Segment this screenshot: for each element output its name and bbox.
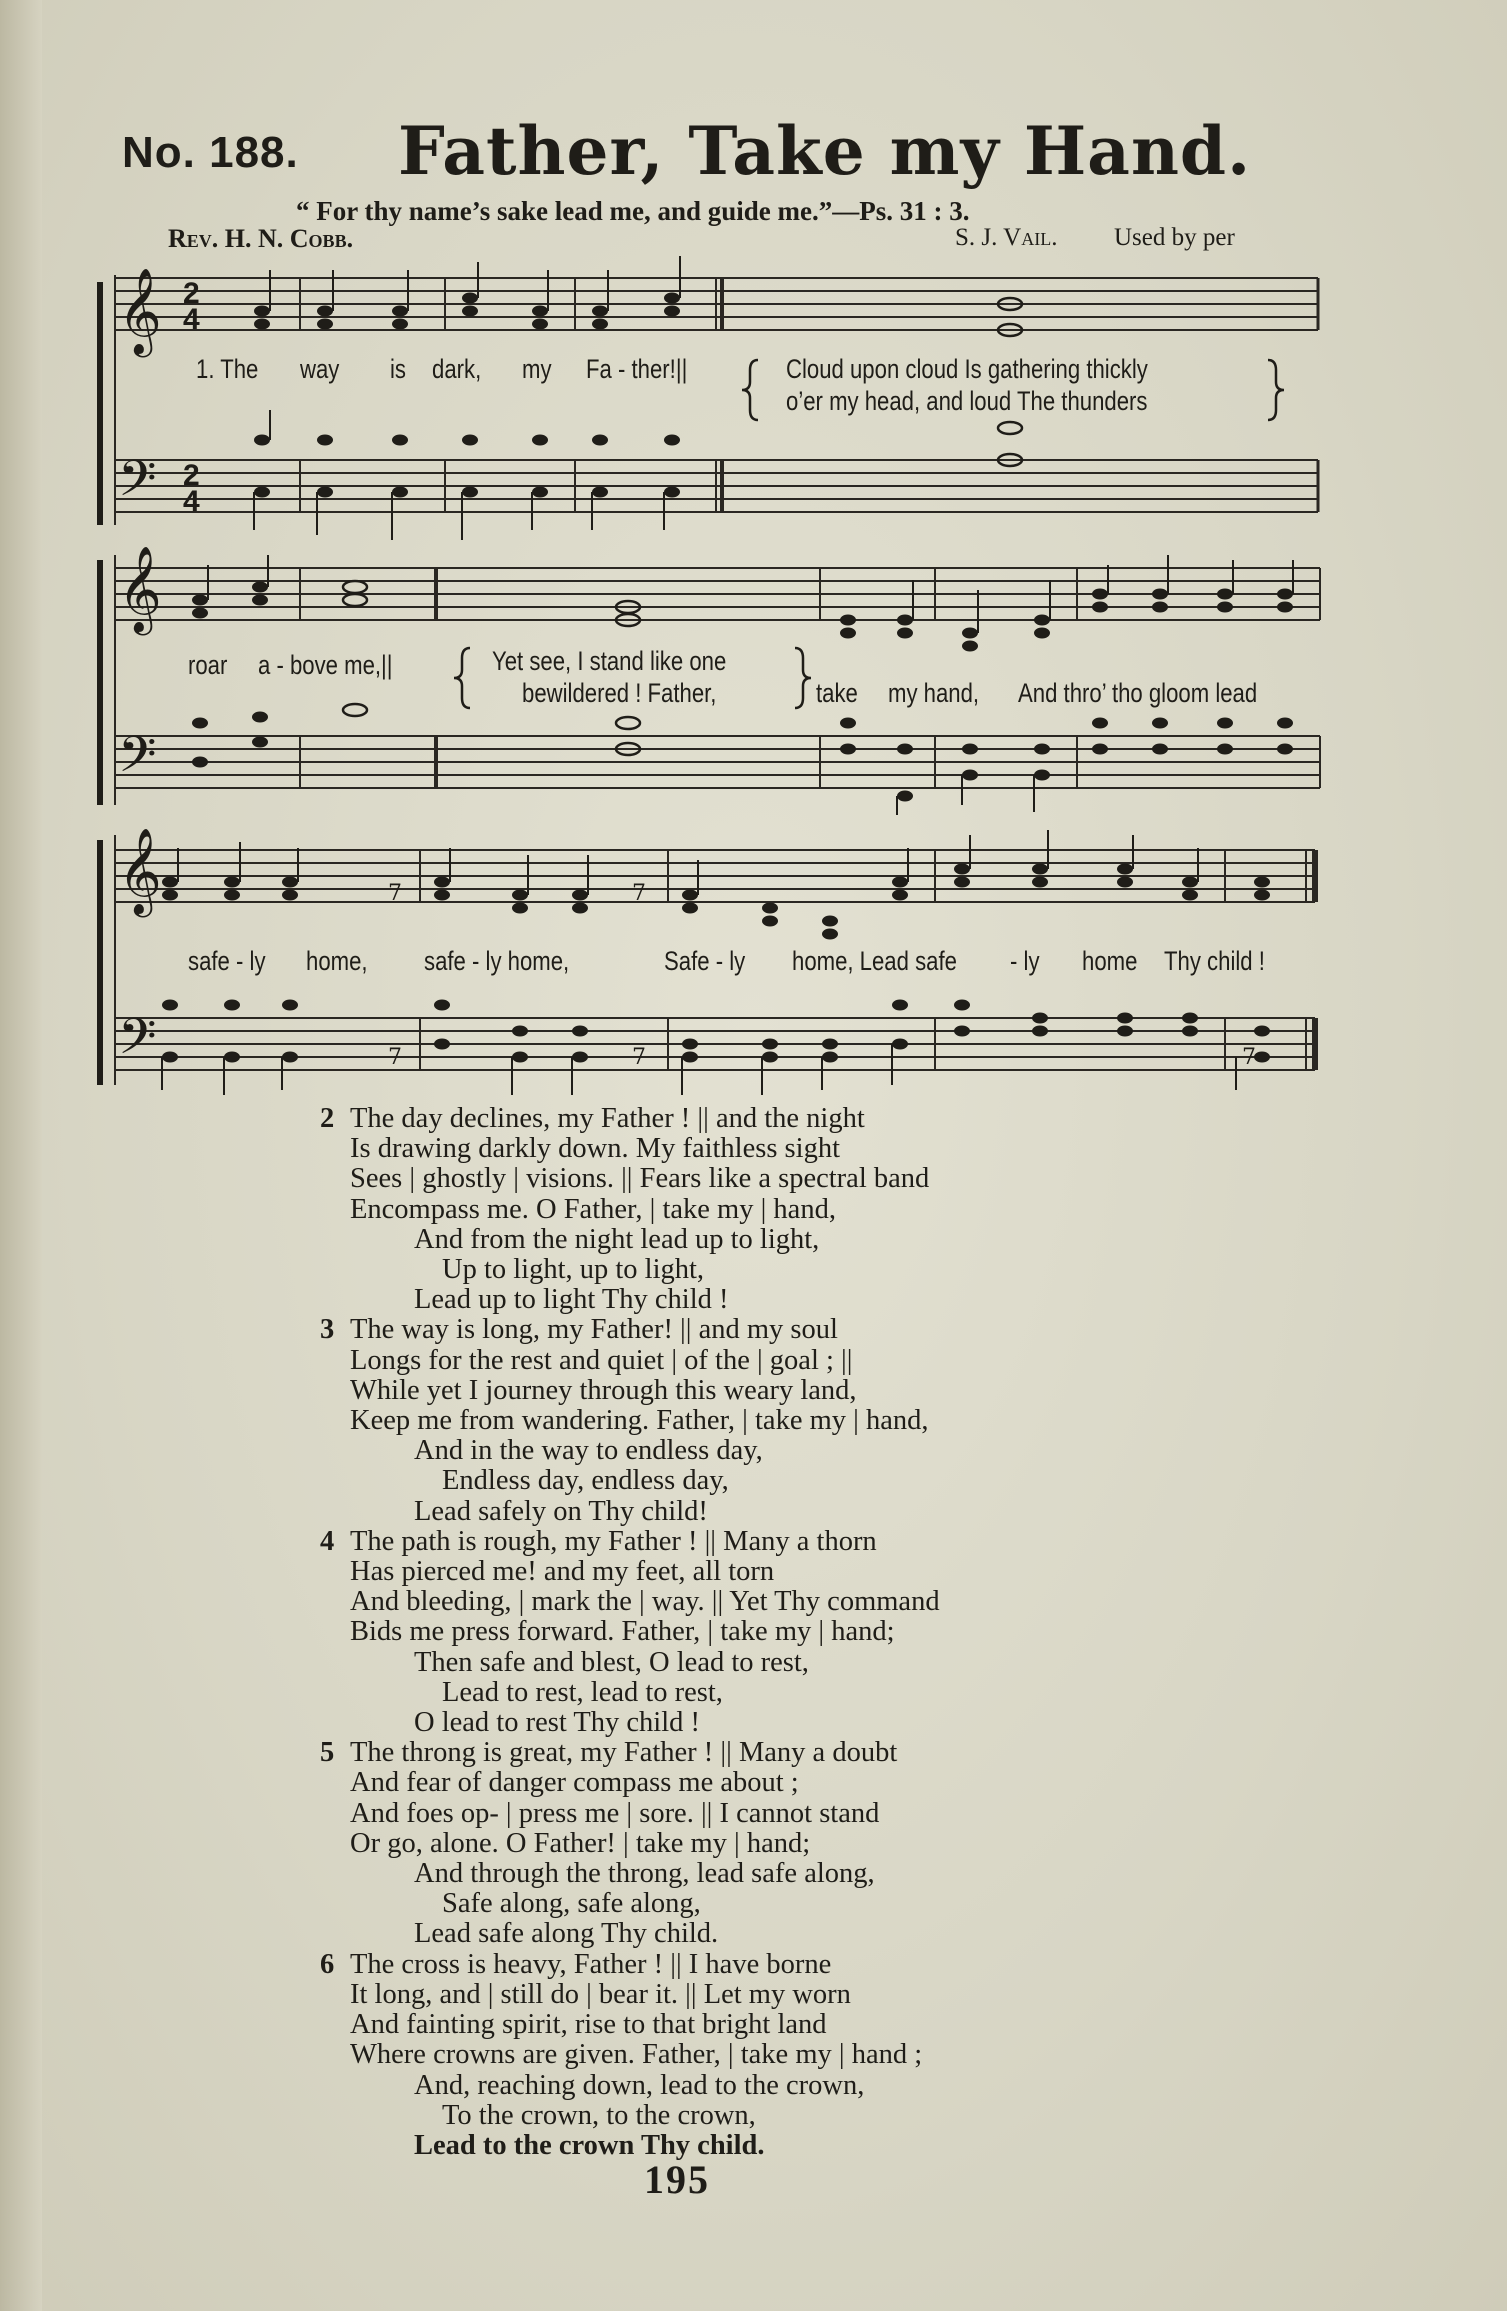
verse-line: And through the throng, lead safe along, [414,1858,875,1890]
hymn-title: Father, Take my Hand. [398,112,1252,190]
verse-line: And fear of danger compass me about ; [350,1767,799,1799]
verse-line: Up to light, up to light, [442,1254,705,1286]
verse-line: The cross is heavy, Father ! || I have borne [350,1948,832,1980]
verse-number: 3 [320,1314,335,1346]
eighth-rest-icon: 7 [1242,1045,1256,1070]
lyric-syllable: safe - ly home, [424,946,570,976]
verse-line: Endless day, endless day, [442,1465,729,1497]
time-signature-bottom: 4 [183,303,200,336]
lyric-syllable: Fa - ther!|| [586,354,688,384]
lyric-line: Yet see, I stand like one [492,646,727,676]
eighth-rest-icon: 7 [632,1045,646,1070]
verse-line: And, reaching down, lead to the crown, [414,2069,865,2101]
composer-credit: S. J. Vail. [955,224,1058,251]
verse-5 [320,1738,1320,1949]
verse-line: The day declines, my Father ! || and the night [350,1103,865,1134]
verse-line: Or go, alone. O Father! | take my | hand; [350,1827,811,1859]
lyric-syllable: home, Lead safe [792,946,957,976]
verse-line: Is drawing darkly down. My faithless sight [350,1133,840,1165]
lyric-syllable: 1. The [196,354,259,384]
verse-line: Safe along, safe along, [442,1888,701,1920]
eighth-rest-icon: 7 [632,881,646,906]
verse-line: Where crowns are given. Father, | take my | hand ; [350,2039,923,2071]
music-score [0,0,1507,1100]
verse-line: And foes op- | press me | sore. || I cannot stand [350,1797,880,1829]
time-signature-top: 2 [183,459,200,492]
lyric-syllable: is [390,354,406,384]
lyric-syllable: my [522,354,552,384]
verse-line: Longs for the rest and quiet | of the | goal ; || [350,1344,853,1376]
verse-line: The way is long, my Father! || and my soul [350,1314,838,1346]
verse-line: The path is rough, my Father ! || Many a thorn [350,1525,877,1557]
lyric-line: o’er my head, and loud The thunders [786,386,1148,416]
lyric-line: bewildered ! Father, [522,678,717,708]
bass-clef-icon: 𝄢 [118,450,157,520]
hymn-number: No. 188. [122,128,299,177]
verse-3 [320,1315,1320,1526]
verse-number: 4 [320,1525,335,1557]
verse-section [320,1104,1320,2161]
time-signature-bottom: 4 [183,485,200,518]
verse-line: And bleeding, | mark the | way. || Yet Thy command [350,1586,940,1618]
lyric-syllable: take [816,678,858,708]
scripture-reference: “ For thy name’s sake lead me, and guide me.”—Ps. 31 : 3. [296,196,970,226]
lyric-syllable: safe - ly [188,946,266,976]
treble-clef-icon: 𝄞 [118,268,162,354]
lyric-syllable: home, [306,946,368,976]
verse-line: Has pierced me! and my feet, all torn [350,1556,775,1588]
lyric-syllable: a - bove me,|| [258,650,393,680]
verse-line: Encompass me. O Father, | take my | hand, [350,1193,836,1225]
author-credit: Rev. H. N. Cobb. [168,224,354,253]
bass-clef-icon: 𝄢 [118,1008,157,1078]
eighth-rest-icon: 7 [388,881,402,906]
verse-2 [320,1104,1320,1315]
verse-line: Bids me press forward. Father, | take my | hand; [350,1616,895,1648]
verse-number: 6 [320,1948,335,1980]
verse-line: To the crown, to the crown, [442,2099,756,2131]
treble-clef-icon: 𝄞 [118,828,162,914]
lyric-syllable: home [1082,946,1138,976]
verse-number: 2 [320,1103,335,1134]
lyric-syllable: dark, [432,354,482,384]
eighth-rest-icon: 7 [388,1045,402,1070]
lyric-syllable: And thro’ tho gloom lead [1018,678,1258,708]
verse-line: Lead safe along Thy child. [414,1918,719,1950]
lyric-line: Cloud upon cloud Is gathering thickly [786,354,1148,384]
verse-line: And fainting spirit, rise to that bright land [350,2009,827,2041]
page-number: 195 [644,2157,710,2202]
permission-note: Used by per [1114,224,1235,251]
verse-line: Then safe and blest, O lead to rest, [414,1646,809,1678]
verse-4 [320,1527,1320,1738]
lyric-syllable: my hand, [888,678,980,708]
time-signature-top: 2 [183,277,200,310]
verse-line: The throng is great, my Father ! || Many a doubt [350,1737,898,1769]
verse-6 [320,1950,1320,2161]
verse-line: Sees | ghostly | visions. || Fears like a spectral band [350,1163,930,1195]
lyric-syllable: Thy child ! [1164,946,1265,976]
lyric-syllable: way [300,354,340,384]
verse-line: O lead to rest Thy child ! [414,1707,700,1739]
verse-line: Lead safely on Thy child! [414,1495,708,1527]
verse-line: Lead to the crown Thy child. [414,2129,765,2161]
bass-clef-icon: 𝄢 [118,726,157,796]
lyric-syllable: roar [188,650,228,680]
verse-line: And in the way to endless day, [414,1435,763,1467]
lyric-syllable: - ly [1010,946,1040,976]
verse-line: Keep me from wandering. Father, | take my | hand, [350,1405,929,1437]
verse-line: Lead to rest, lead to rest, [442,1676,723,1708]
treble-clef-icon: 𝄞 [118,546,162,632]
verse-line: And from the night lead up to light, [414,1223,820,1255]
verse-number: 5 [320,1737,335,1769]
lyric-syllable: Safe - ly [664,946,746,976]
verse-line: Lead up to light Thy child ! [414,1284,729,1316]
verse-line: It long, and | still do | bear it. || Let my worn [350,1978,851,2010]
verse-line: While yet I journey through this weary land, [350,1374,857,1406]
